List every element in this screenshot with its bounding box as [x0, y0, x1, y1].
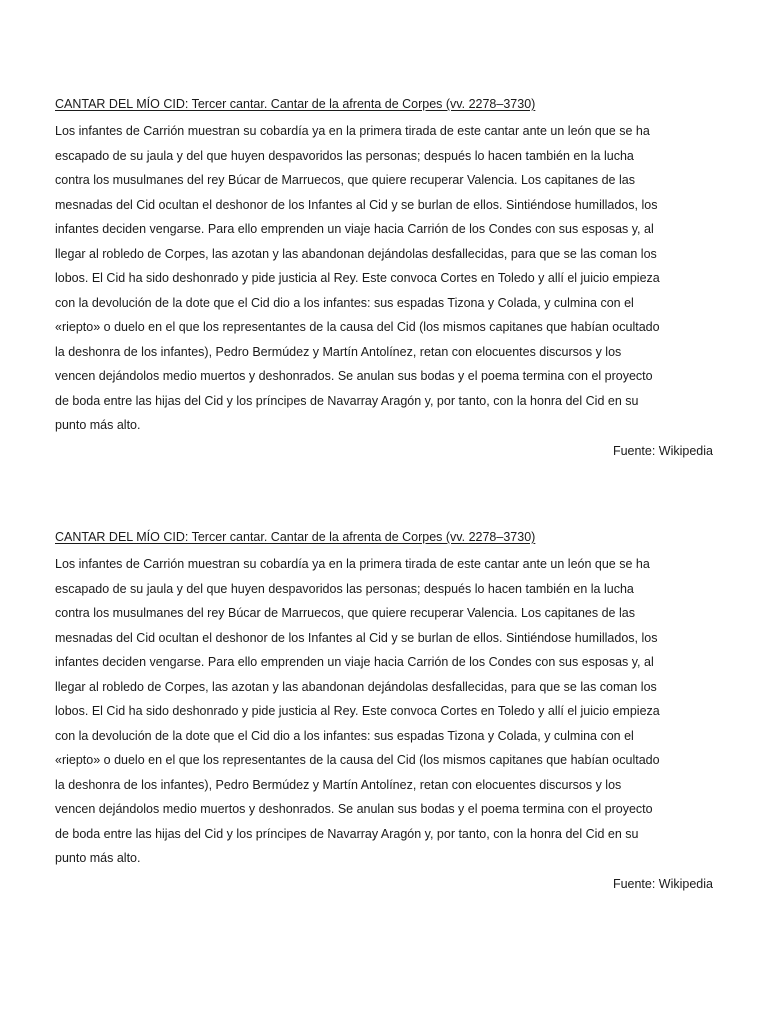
paragraph-line: la deshonra de los infantes), Pedro Bermúdez y Martín Antolínez, retan con elocuentes discursos y los: [55, 777, 622, 792]
paragraph-line: mesnadas del Cid ocultan el deshonor de los Infantes al Cid y se burlan de ellos. Sintiéndose humillados, los: [55, 630, 658, 645]
paragraph-line: Los infantes de Carrión muestran su cobardía ya en la primera tirada de este cantar ante un león que se ha: [55, 124, 650, 138]
paragraph-line: escapado de su jaula y del que huyen despavoridos las personas; después lo hacen también en la lucha: [55, 581, 634, 596]
paragraph-line: de boda entre las hijas del Cid y los príncipes de Navarray Aragón y, por tanto, con la honra del Cid en su: [55, 826, 639, 841]
paragraph-line: Los infantes de Carrión muestran su cobardía ya en la primera tirada de este cantar ante un león que se ha: [55, 557, 650, 571]
paragraph-line: lobos. El Cid ha sido deshonrado y pide justicia al Rey. Este convoca Cortes en Toledo y allí el juicio empieza: [55, 704, 660, 718]
source-credit: Fuente: Wikipedia: [612, 876, 713, 891]
section-heading: CANTAR DEL MÍO CID: Tercer cantar. Cantar de la afrenta de Corpes (vv. 2278–3730): [55, 97, 536, 111]
section-paragraph: [55, 119, 715, 438]
text-section-2: [55, 529, 715, 892]
paragraph-line: infantes deciden vengarse. Para ello emprenden un viaje hacia Carrión de los Condes con sus esposas y, al: [55, 222, 654, 236]
paragraph-line: con la devolución de la dote que el Cid dio a los infantes: sus espadas Tizona y Colada, y culmina con el: [55, 728, 634, 743]
paragraph-line: llegar al robledo de Corpes, las azotan y las abandonan dejándolas desfallecidas, para que se las coman los: [55, 246, 657, 261]
paragraph-line: con la devolución de la dote que el Cid dio a los infantes: sus espadas Tizona y Colada, y culmina con el: [55, 295, 634, 310]
paragraph-line: llegar al robledo de Corpes, las azotan y las abandonan dejándolas desfallecidas, para que se las coman los: [55, 679, 657, 694]
paragraph-line: contra los musulmanes del rey Búcar de Marruecos, que quiere recuperar Valencia. Los capitanes de las: [55, 173, 635, 187]
paragraph-line: punto más alto.: [55, 851, 141, 865]
paragraph-line: vencen dejándolos medio muertos y deshonrados. Se anulan sus bodas y el poema termina con el proyecto: [55, 369, 653, 383]
paragraph-line: «riepto» o duelo en el que los representantes de la causa del Cid (los mismos capitanes que habían ocultado: [55, 753, 660, 767]
paragraph-line: vencen dejándolos medio muertos y deshonrados. Se anulan sus bodas y el poema termina con el proyecto: [55, 802, 653, 816]
paragraph-line: «riepto» o duelo en el que los representantes de la causa del Cid (los mismos capitanes que habían ocultado: [55, 320, 660, 334]
section-paragraph: [55, 552, 715, 871]
paragraph-line: la deshonra de los infantes), Pedro Bermúdez y Martín Antolínez, retan con elocuentes discursos y los: [55, 344, 622, 359]
paragraph-line: escapado de su jaula y del que huyen despavoridos las personas; después lo hacen también en la lucha: [55, 148, 634, 163]
paragraph-line: contra los musulmanes del rey Búcar de Marruecos, que quiere recuperar Valencia. Los capitanes de las: [55, 606, 635, 620]
paragraph-line: punto más alto.: [55, 418, 141, 432]
paragraph-line: infantes deciden vengarse. Para ello emprenden un viaje hacia Carrión de los Condes con sus esposas y, al: [55, 655, 654, 669]
source-credit: Fuente: Wikipedia: [612, 443, 713, 458]
text-section-1: [55, 96, 715, 459]
paragraph-line: mesnadas del Cid ocultan el deshonor de los Infantes al Cid y se burlan de ellos. Sintiéndose humillados, los: [55, 197, 658, 212]
paragraph-line: lobos. El Cid ha sido deshonrado y pide justicia al Rey. Este convoca Cortes en Toledo y allí el juicio empieza: [55, 271, 660, 285]
paragraph-line: de boda entre las hijas del Cid y los príncipes de Navarray Aragón y, por tanto, con la honra del Cid en su: [55, 393, 639, 408]
section-heading: CANTAR DEL MÍO CID: Tercer cantar. Cantar de la afrenta de Corpes (vv. 2278–3730): [55, 530, 536, 544]
